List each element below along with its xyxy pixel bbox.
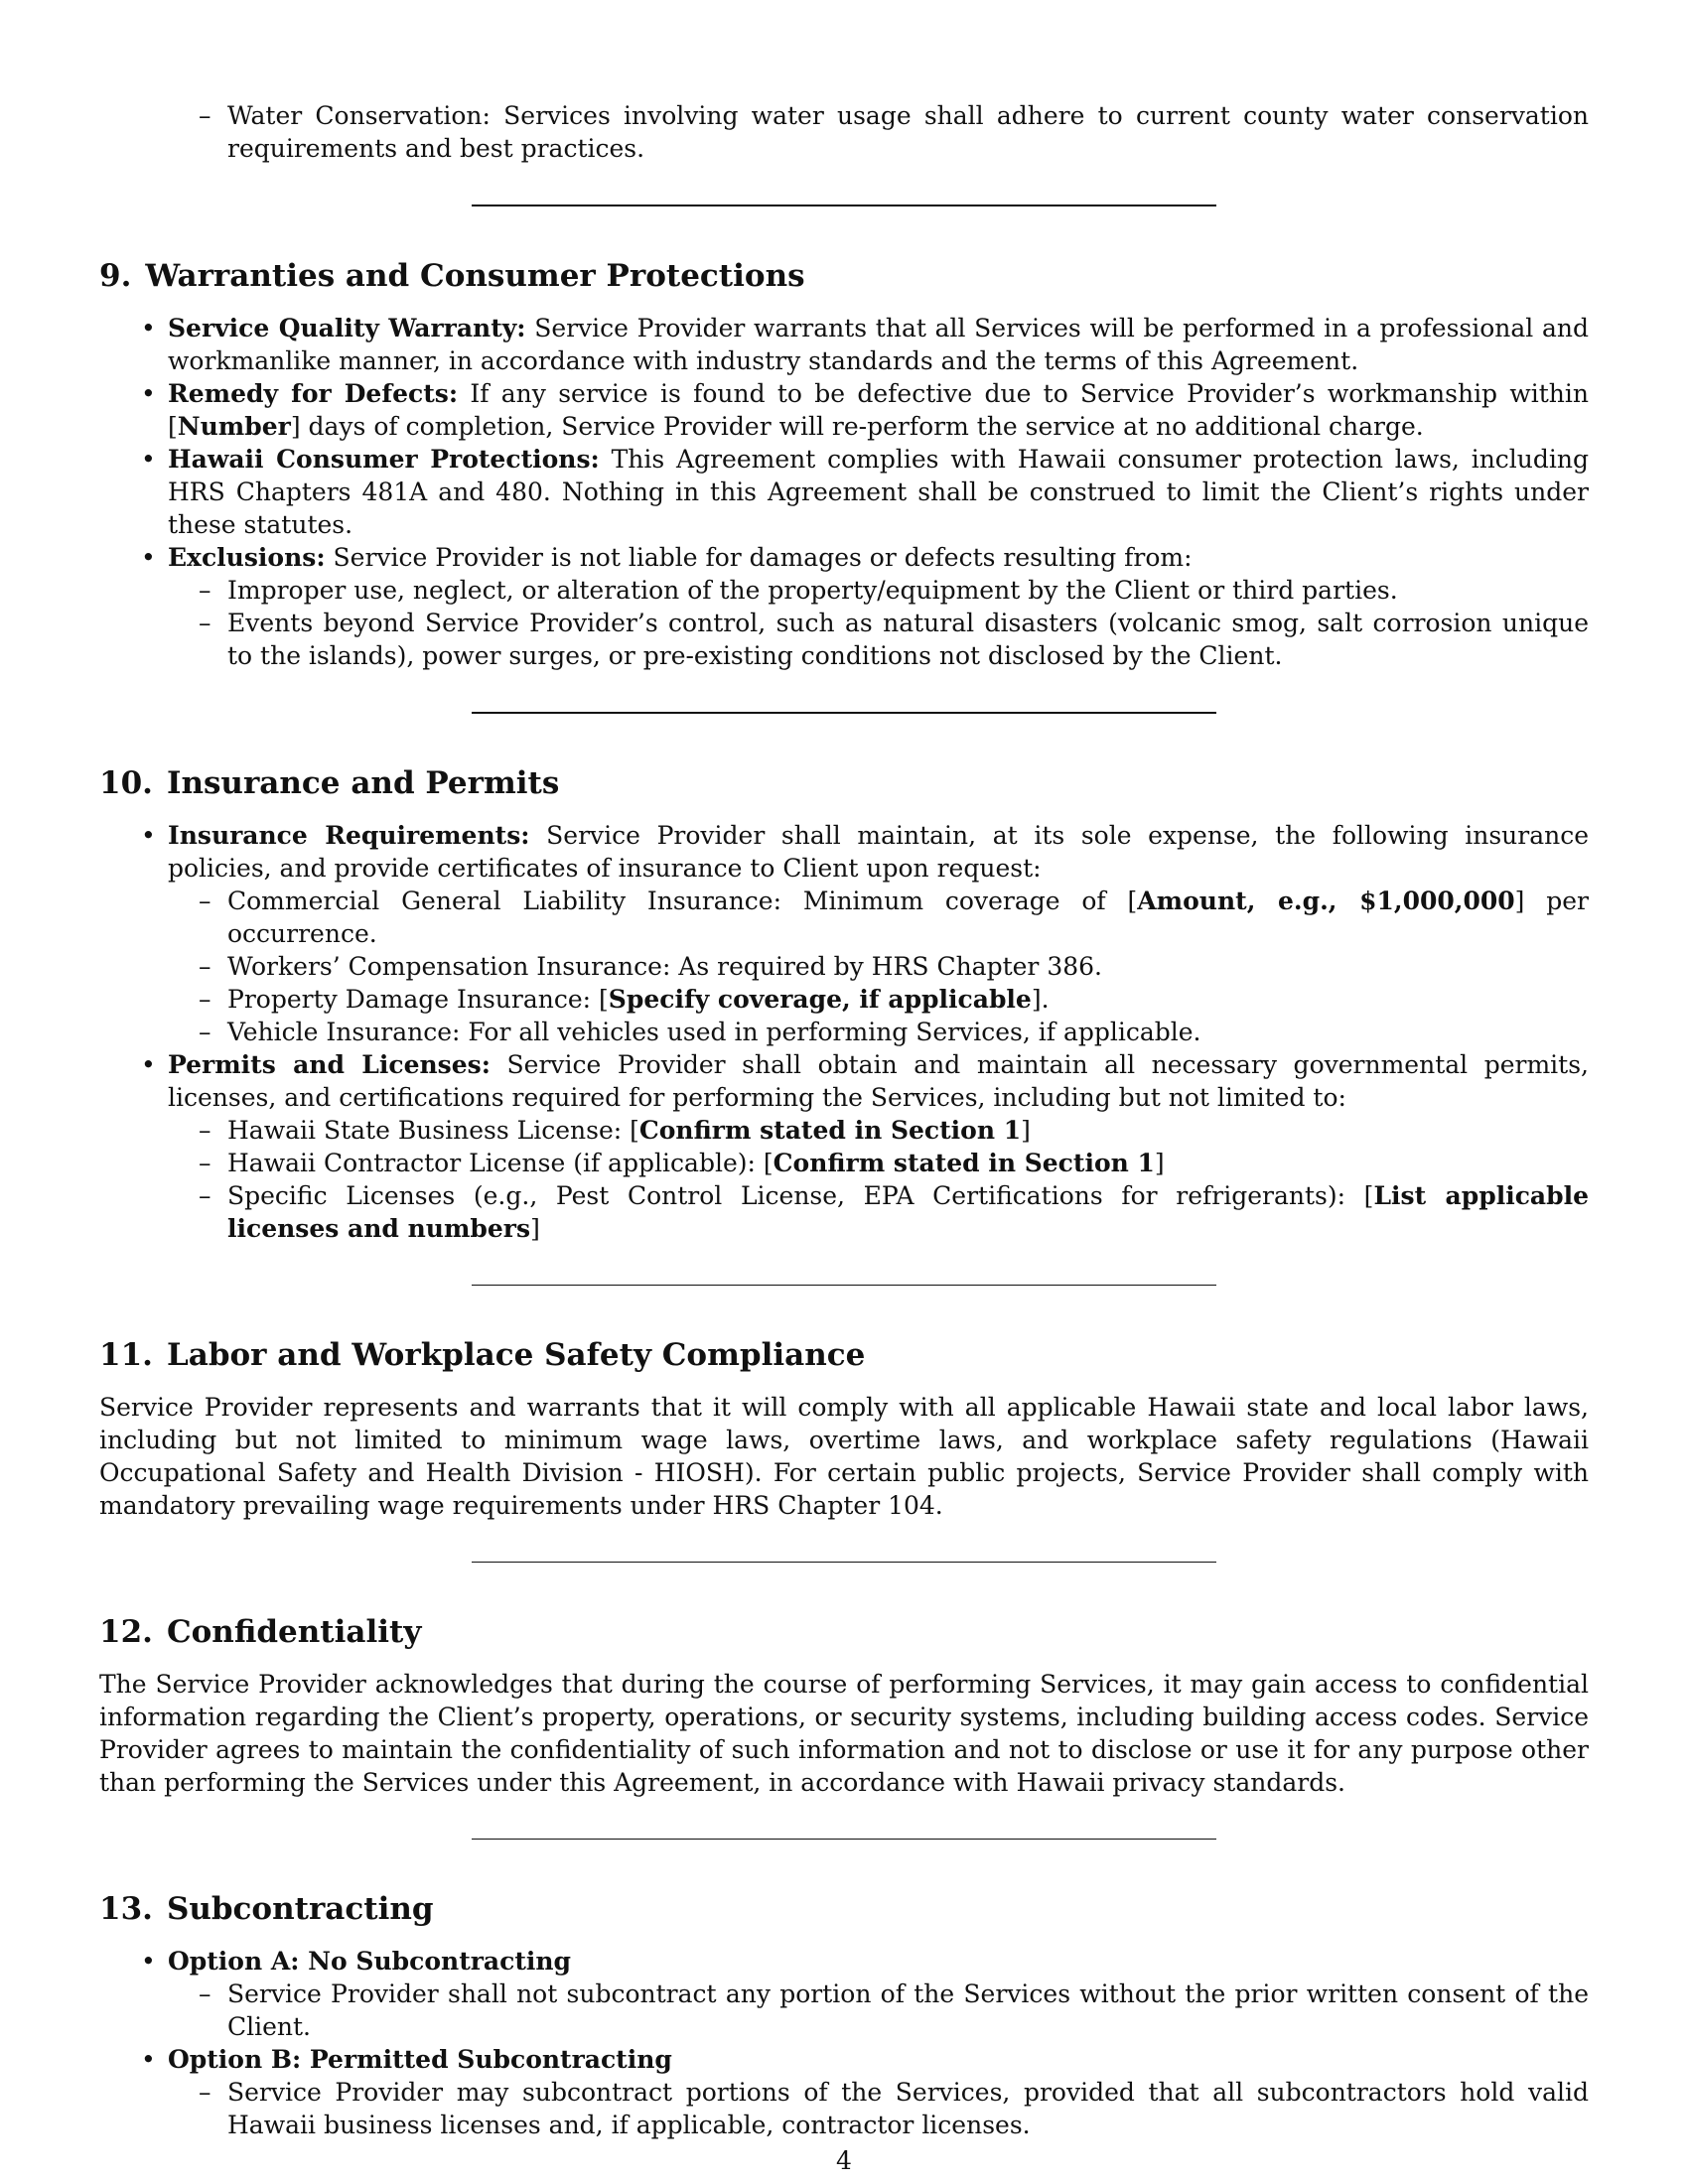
section-13-list <box>99 1945 1589 2141</box>
item-label: Exclusions: <box>168 543 326 572</box>
sub-list-item: – Hawaii State Business License: [Confirm stated in Section 1] <box>99 1114 1589 1147</box>
section-heading-11: 11. Labor and Workplace Safety Compliance <box>99 1337 866 1373</box>
section-heading-13: 13. Subcontracting <box>99 1891 434 1927</box>
item-label: Remedy for Defects: <box>168 379 459 408</box>
sub-list-item: – Events beyond Service Provider’s control, such as natural disasters (volcanic smog, salt corrosion unique to the islands), power surges, or pre-existing conditions not disclosed by the Client. <box>99 607 1589 672</box>
page-number: 4 <box>836 2146 852 2175</box>
item-text: Service Provider is not liable for damages or defects resulting from: <box>333 543 1193 572</box>
sub-list-item: – Hawaii Contractor License (if applicable): [Confirm stated in Section 1] <box>99 1147 1589 1179</box>
list-item <box>99 377 1589 443</box>
sub-list-item: – Improper use, neglect, or alteration of the property/equipment by the Client or third parties. <box>99 574 1589 607</box>
list-item <box>99 312 1589 377</box>
list-item <box>99 1945 1589 2043</box>
section-heading-12: 12. Confidentiality <box>99 1614 422 1650</box>
placeholder-text: Number <box>177 412 291 441</box>
list-item <box>99 541 1589 672</box>
item-label: Service Quality Warranty: <box>168 314 526 342</box>
document-page <box>99 99 1589 2141</box>
item-text: Services involving water usage shall adhere to current county water conservation requirements and best practices. <box>227 101 1589 163</box>
section-divider <box>472 205 1216 206</box>
item-text: If any service is found to be defective due to Service Provider’s workmanship within [ <box>168 379 1589 441</box>
section-heading-10: 10. Insurance and Permits <box>99 765 560 801</box>
item-text: ] days of completion, Service Provider will re-perform the service at no additional charge. <box>290 412 1424 441</box>
option-label: Option A: No Subcontracting <box>168 1947 572 1976</box>
sub-list-item: – Commercial General Liability Insurance: Minimum coverage of [Amount, e.g., $1,000,000] per occurrence. <box>99 885 1589 950</box>
section-divider <box>472 1562 1216 1563</box>
list-item <box>99 2043 1589 2141</box>
item-text: Service Provider warrants that all Services will be performed in a professional and workmanlike manner, in accordance with industry standards and the terms of this Agreement. <box>168 314 1589 375</box>
sub-list-item: – Specific Licenses (e.g., Pest Control License, EPA Certifications for refrigerants): [List applicable licenses and numbers] <box>99 1179 1589 1245</box>
item-text: Service Provider shall maintain, at its sole expense, the following insurance policies, and provide certificates of insurance to Client upon request: <box>168 821 1589 883</box>
item-label: Permits and Licenses: <box>168 1050 491 1079</box>
section-12-body: The Service Provider acknowledges that during the course of performing Services, it may gain access to confidential information regarding the Client’s property, operations, or security systems, including building access codes. Service Provider agrees to maintain the confidentiality of such information and not to disclose or use it for any purpose other than performing the Services under this Agreement, in accordance with Hawaii privacy standards. <box>99 1670 1589 1797</box>
sub-list-item: – Service Provider shall not subcontract any portion of the Services without the prior written consent of the Client. <box>99 1978 1589 2043</box>
list-item <box>0 99 1589 165</box>
sub-list <box>99 574 1589 672</box>
sub-list-item: – Property Damage Insurance: [Specify coverage, if applicable]. <box>99 983 1589 1016</box>
section-divider <box>472 712 1216 714</box>
section-11-body: Service Provider represents and warrants that it will comply with all applicable Hawaii state and local labor laws, including but not limited to minimum wage laws, overtime laws, and workplace safety regulations (Hawaii Occupational Safety and Health Division - HIOSH). For certain public projects, Service Provider shall comply with mandatory prevailing wage requirements under HRS Chapter 104. <box>99 1393 1589 1520</box>
option-label: Option B: Permitted Subcontracting <box>168 2045 672 2074</box>
list-item <box>99 1048 1589 1245</box>
section-heading-9: 9. Warranties and Consumer Protections <box>99 258 805 294</box>
item-text: This Agreement complies with Hawaii consumer protection laws, including HRS Chapters 481A and 480. Nothing in this Agreement shall be construed to limit the Client’s rights under these statutes. <box>168 445 1589 539</box>
section-divider <box>472 1839 1216 1840</box>
item-label: Hawaii Consumer Protections: <box>168 445 600 474</box>
sub-list-item: – Workers’ Compensation Insurance: As required by HRS Chapter 386. <box>99 950 1589 983</box>
section-9-list <box>99 312 1589 672</box>
section-10-list <box>99 819 1589 1245</box>
item-label: Insurance Requirements: <box>168 821 530 850</box>
sub-list <box>99 1114 1589 1245</box>
sub-list <box>99 1978 1589 2043</box>
item-label: Water Conservation: <box>227 101 491 130</box>
item-text: Service Provider shall obtain and maintain all necessary governmental permits, licenses, and certifications required for performing the Services, including but not limited to: <box>168 1050 1589 1112</box>
sub-list <box>99 885 1589 1048</box>
section-divider <box>472 1285 1216 1286</box>
intro-list <box>99 99 1589 165</box>
sub-list-item: – Service Provider may subcontract portions of the Services, provided that all subcontractors hold valid Hawaii business licenses and, if applicable, contractor licenses. <box>99 2076 1589 2141</box>
sub-list <box>99 2076 1589 2141</box>
list-item <box>99 819 1589 1048</box>
sub-list-item: – Vehicle Insurance: For all vehicles used in performing Services, if applicable. <box>99 1016 1589 1048</box>
list-item <box>99 443 1589 541</box>
